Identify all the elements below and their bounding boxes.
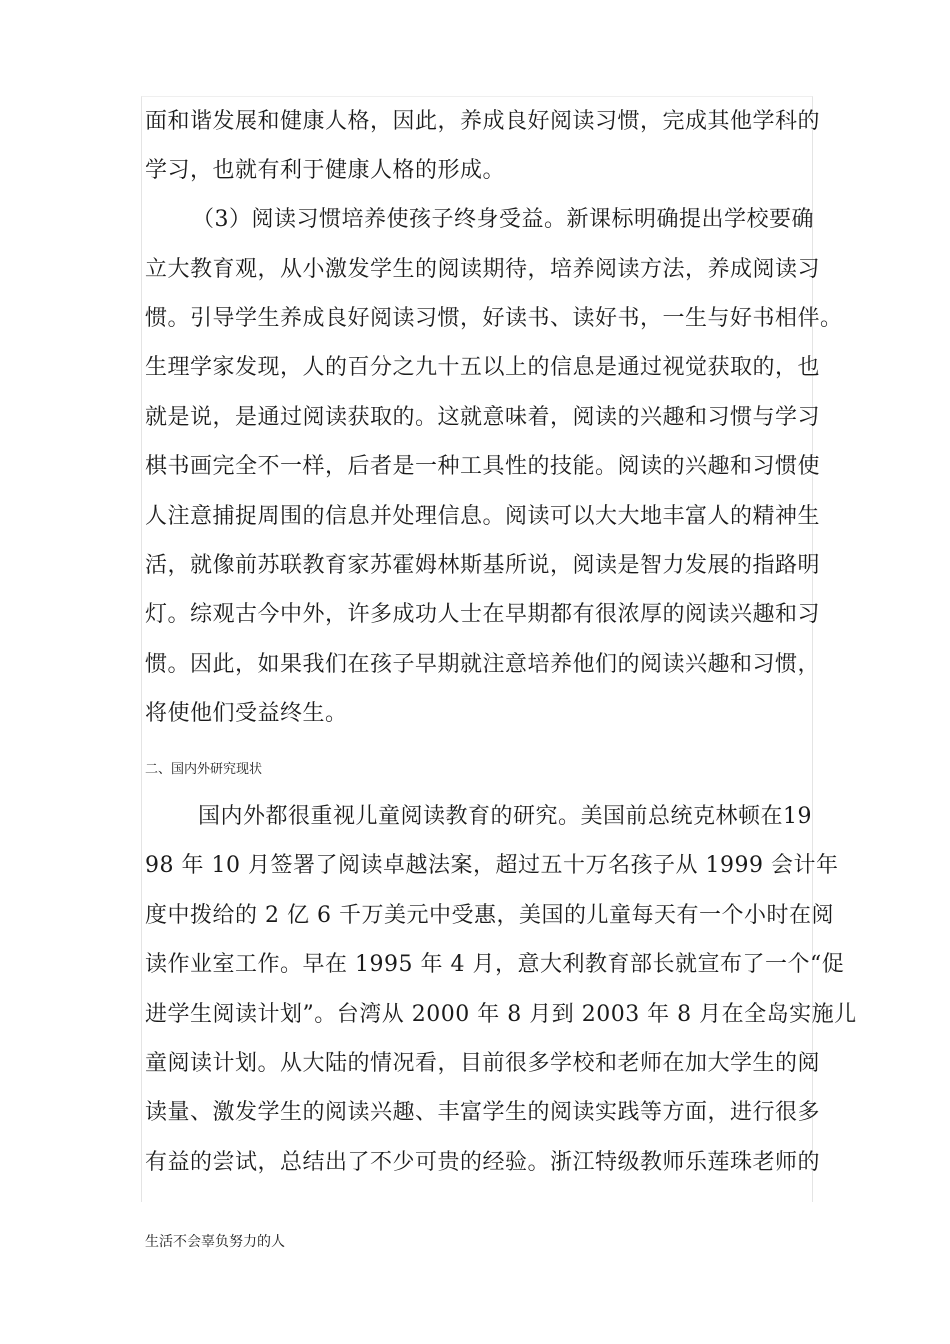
text-line: 立大教育观，从小激发学生的阅读期待，培养阅读方法，养成阅读习 bbox=[145, 257, 821, 282]
page-footer: 生活不会辜负努力的人 bbox=[145, 1234, 285, 1250]
text-line: 度中拨给的 2 亿 6 千万美元中受惠，美国的儿童每天有一个小时在阅 bbox=[145, 903, 834, 928]
text-line: 棋书画完全不一样，后者是一种工具性的技能。阅读的兴趣和习惯使 bbox=[145, 454, 821, 479]
text-line: 惯。因此，如果我们在孩子早期就注意培养他们的阅读兴趣和习惯， bbox=[145, 652, 821, 677]
text-line: 就是说，是通过阅读获取的。这就意味着，阅读的兴趣和习惯与学习 bbox=[145, 405, 821, 430]
text-line: （3）阅读习惯培养使孩子终身受益。新课标明确提出学校要确 bbox=[192, 207, 814, 232]
text-line: 活，就像前苏联教育家苏霍姆林斯基所说，阅读是智力发展的指路明 bbox=[145, 553, 821, 578]
text-line: 国内外都很重视儿童阅读教育的研究。美国前总统克林顿在19 bbox=[198, 804, 812, 829]
text-line: 生理学家发现，人的百分之九十五以上的信息是通过视觉获取的，也 bbox=[145, 355, 821, 380]
text-line: 有益的尝试，总结出了不少可贵的经验。浙江特级教师乐莲珠老师的 bbox=[145, 1150, 821, 1175]
text-line: 惯。引导学生养成良好阅读习惯，好读书、读好书，一生与好书相伴。 bbox=[145, 306, 843, 331]
text-line: 98 年 10 月签署了阅读卓越法案，超过五十万名孩子从 1999 会计年 bbox=[145, 853, 839, 878]
text-line: 读量、激发学生的阅读兴趣、丰富学生的阅读实践等方面，进行很多 bbox=[145, 1100, 821, 1125]
text-line: 灯。综观古今中外，许多成功人士在早期都有很浓厚的阅读兴趣和习 bbox=[145, 602, 821, 627]
text-line: 童阅读计划。从大陆的情况看，目前很多学校和老师在加大学生的阅 bbox=[145, 1051, 821, 1076]
text-line: 将使他们受益终生。 bbox=[145, 701, 348, 726]
text-line: 面和谐发展和健康人格，因此，养成良好阅读习惯，完成其他学科的 bbox=[145, 109, 821, 134]
text-line: 进学生阅读计划”。台湾从 2000 年 8 月到 2003 年 8 月在全岛实施儿 bbox=[145, 1002, 857, 1027]
section-heading: 二、国内外研究现状 bbox=[145, 762, 263, 777]
text-line: 人注意捕捉周围的信息并处理信息。阅读可以大大地丰富人的精神生 bbox=[145, 504, 821, 529]
text-line: 读作业室工作。早在 1995 年 4 月，意大利教育部长就宣布了一个“促 bbox=[145, 952, 845, 977]
text-line: 学习，也就有利于健康人格的形成。 bbox=[145, 158, 506, 183]
